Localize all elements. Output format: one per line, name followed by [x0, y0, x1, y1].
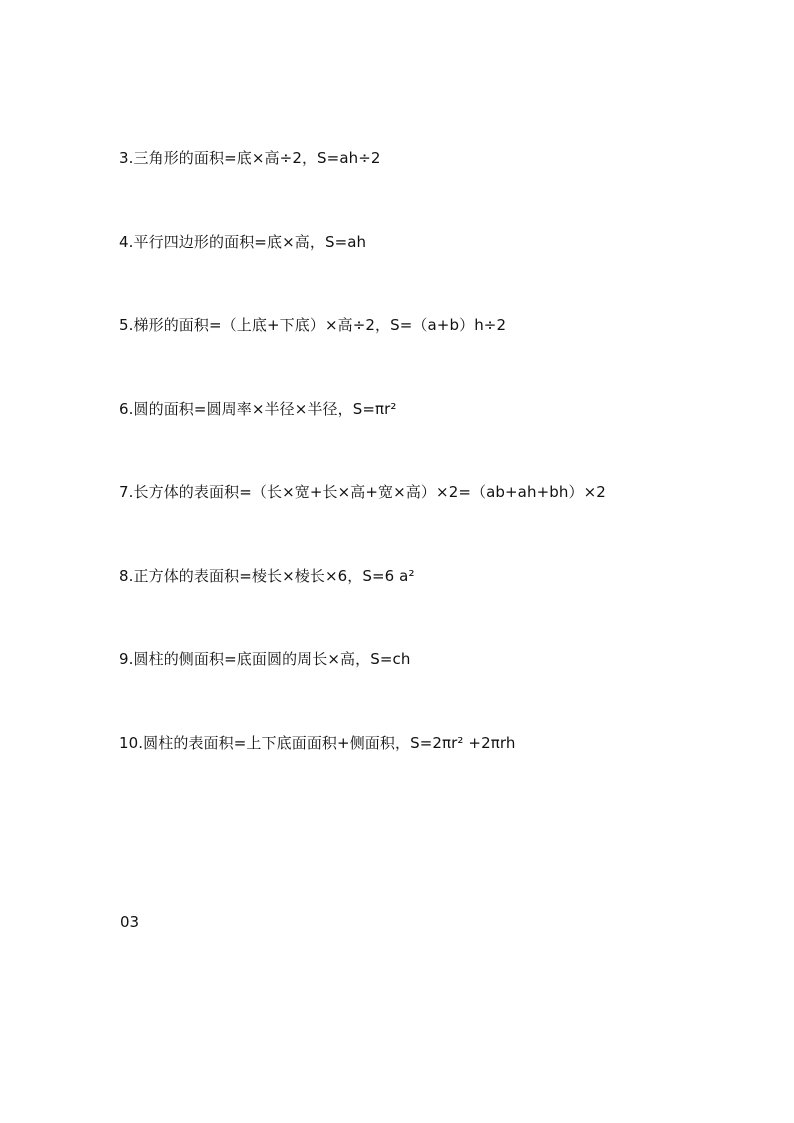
formula-cube-surface-area: 8.正方体的表面积=棱长×棱长×6，S=6 a²	[119, 566, 415, 585]
formula-list	[119, 146, 606, 814]
formula-parallelogram-area: 4.平行四边形的面积=底×高，S=ah	[119, 232, 367, 251]
formula-triangle-area: 3.三角形的面积=底×高÷2，S=ah÷2	[119, 149, 381, 167]
formula-cuboid-surface-area: 7.长方体的表面积=（长×宽+长×高+宽×高）×2=（ab+ah+bh）×2	[119, 483, 606, 501]
formula-cylinder-surface-area: 10.圆柱的表面积=上下底面面积+侧面积，S=2πr² +2πrh	[119, 733, 516, 752]
formula-cylinder-lateral-area: 9.圆柱的侧面积=底面圆的周长×高，S=ch	[119, 650, 411, 668]
formula-circle-area: 6.圆的面积=圆周率×半径×半径，S=πr²	[119, 399, 397, 418]
formula-trapezoid-area: 5.梯形的面积=（上底+下底）×高÷2，S=（a+b）h÷2	[119, 316, 507, 334]
section-number: 03	[120, 913, 140, 931]
